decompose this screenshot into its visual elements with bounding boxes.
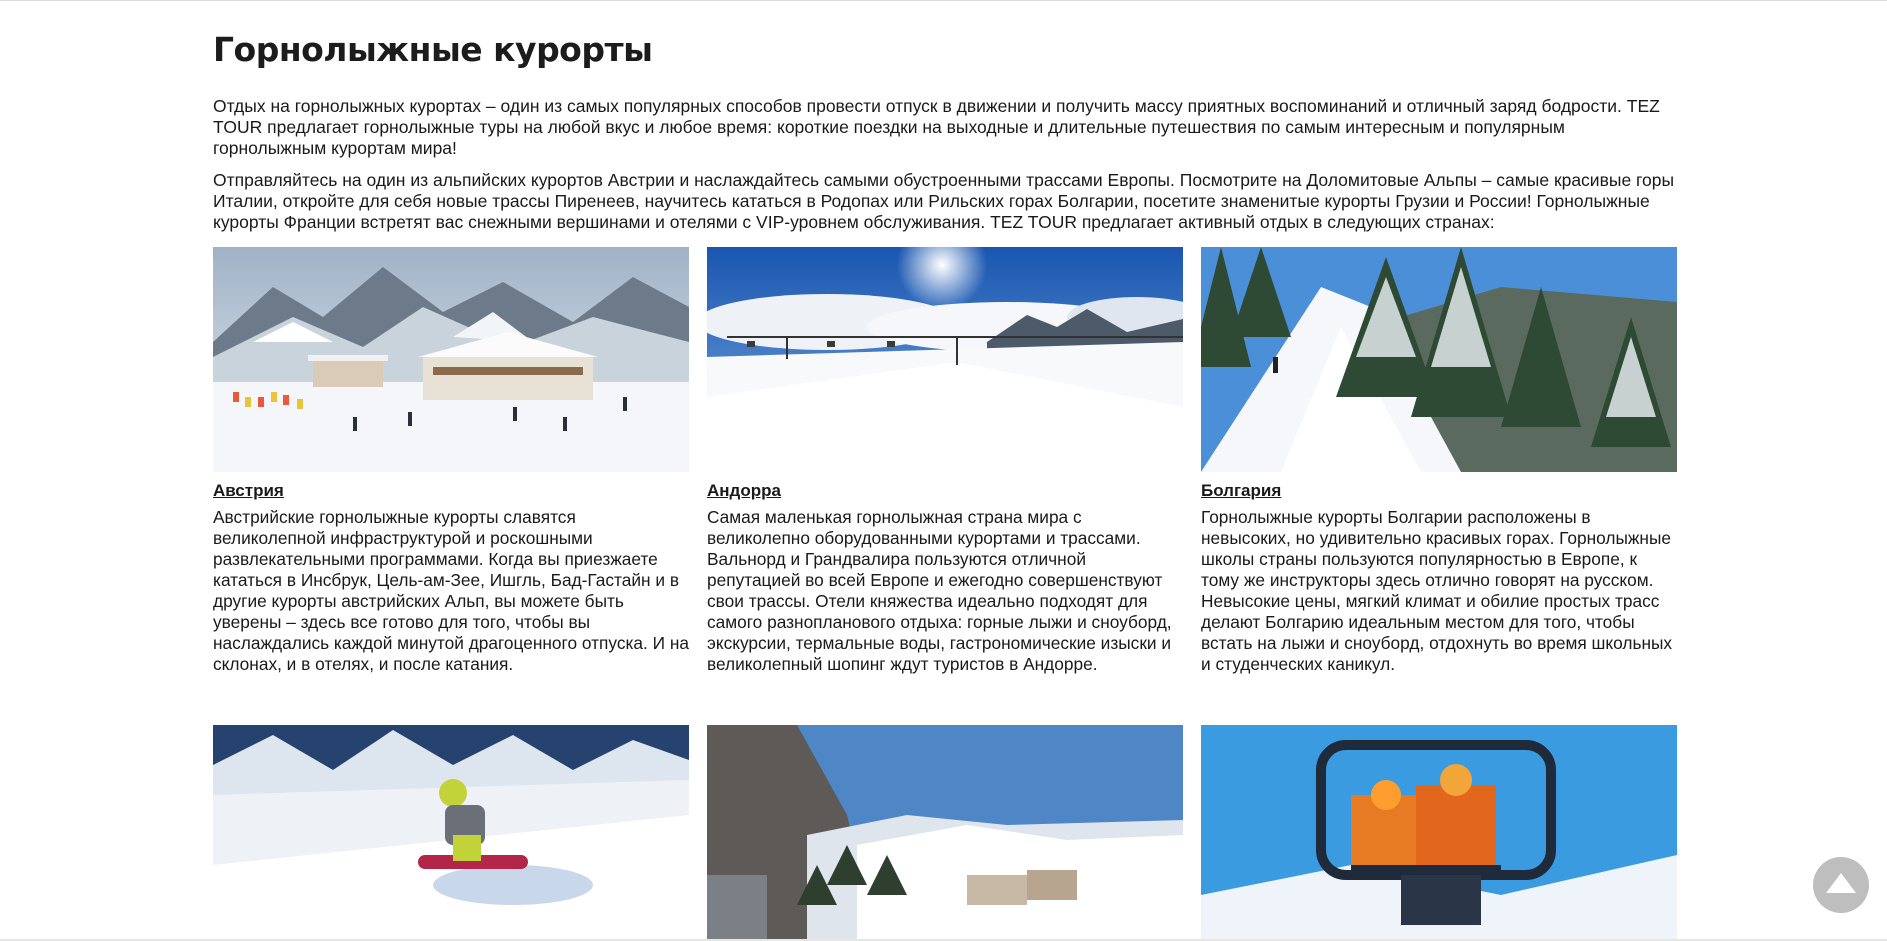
intro-text bbox=[213, 96, 1676, 244]
intro-paragraph: Отдых на горнолыжных курортах – один из самых популярных способов провести отпуск в движении и получить массу приятных воспоминаний и отличный заряд бодрости. TEZ TOUR предлагает горнолыжные туры на любой вкус и любое время: короткие поездки на выходные и длительные путешествия по самым интересным и популярным горнолыжным курортам мира! bbox=[213, 96, 1660, 158]
resort-card-5 bbox=[707, 725, 1183, 940]
resort-card-andorra bbox=[707, 247, 1183, 675]
resort-photo-snowboarder[interactable] bbox=[213, 725, 689, 940]
resort-description-bulgaria: Горнолыжные курорты Болгарии расположены в невысоких, но удивительно красивых горах. Горнолыжные школы страны пользуются популярностью в Европе, к тому же инструкторы здесь отлично говорят на русском. Невысокие цены, мягкий климат и обилие простых трасс делают Болгарию идеальным местом для того, чтобы встать на лыжи и сноуборд, отдохнуть во время школьных и студенческих каникул. bbox=[1201, 507, 1673, 674]
scroll-to-top-button[interactable] bbox=[1813, 857, 1869, 913]
triangle-up-icon bbox=[1826, 873, 1856, 893]
resort-card-4 bbox=[213, 725, 689, 940]
resort-link-bulgaria[interactable]: Болгария bbox=[1201, 481, 1282, 500]
top-divider bbox=[0, 0, 1887, 1]
intro-paragraph: Отправляйтесь на один из альпийских курортов Австрии и наслаждайтесь самыми обустроенными трассами Европы. Посмотрите на Доломитовые Альпы – самые красивые горы Италии, откройте для себя новые трассы Пиренеев, научитесь кататься в Родопах или Рильских горах Болгарии, посетите знаменитые курорты Грузии и России! Горнолыжные курорты Франции встретят вас снежными вершинами и отелями с VIP-уровнем обслуживания. TEZ TOUR предлагает активный отдых в следующих странах: bbox=[213, 170, 1675, 232]
resort-link-andorra[interactable]: Андорра bbox=[707, 481, 781, 500]
resort-description-austria: Австрийские горнолыжные курорты славятся великолепной инфраструктурой и роскошными развлекательными программами. Когда вы приезжаете кататься в Инсбрук, Цель-ам-Зее, Ишгль, Бад-Гастайн и в другие курорты австрийских Альп, вы можете быть уверены – здесь все готово для того, чтобы вы наслаждались каждой минутой драгоценного отпуска. И на склонах, и в отелях, и после катания. bbox=[213, 507, 690, 674]
resort-photo-austria[interactable] bbox=[213, 247, 689, 472]
page-title: Горнолыжные курорты bbox=[213, 30, 653, 69]
resort-photo-bulgaria[interactable] bbox=[1201, 247, 1677, 472]
resort-link-austria[interactable]: Австрия bbox=[213, 481, 284, 500]
resort-card-austria bbox=[213, 247, 689, 675]
resort-card-bulgaria bbox=[1201, 247, 1677, 675]
resort-photo-andorra[interactable] bbox=[707, 247, 1183, 472]
resort-description-andorra: Самая маленькая горнолыжная страна мира с великолепно оборудованными курортами и трассами. Вальнорд и Грандвалира пользуются отличной репутацией во всей Европе и ежегодно совершенствуют свои трассы. Отели княжества идеально подходят для самого разнопланового отдыха: горные лыжи и сноуборд, экскурсии, термальные воды, гастрономические изыски и великолепный шопинг ждут туристов в Андорре. bbox=[707, 507, 1172, 674]
resort-photo-dolomites[interactable] bbox=[707, 725, 1183, 940]
resort-card-6 bbox=[1201, 725, 1677, 940]
resort-photo-chairlift[interactable] bbox=[1201, 725, 1677, 940]
